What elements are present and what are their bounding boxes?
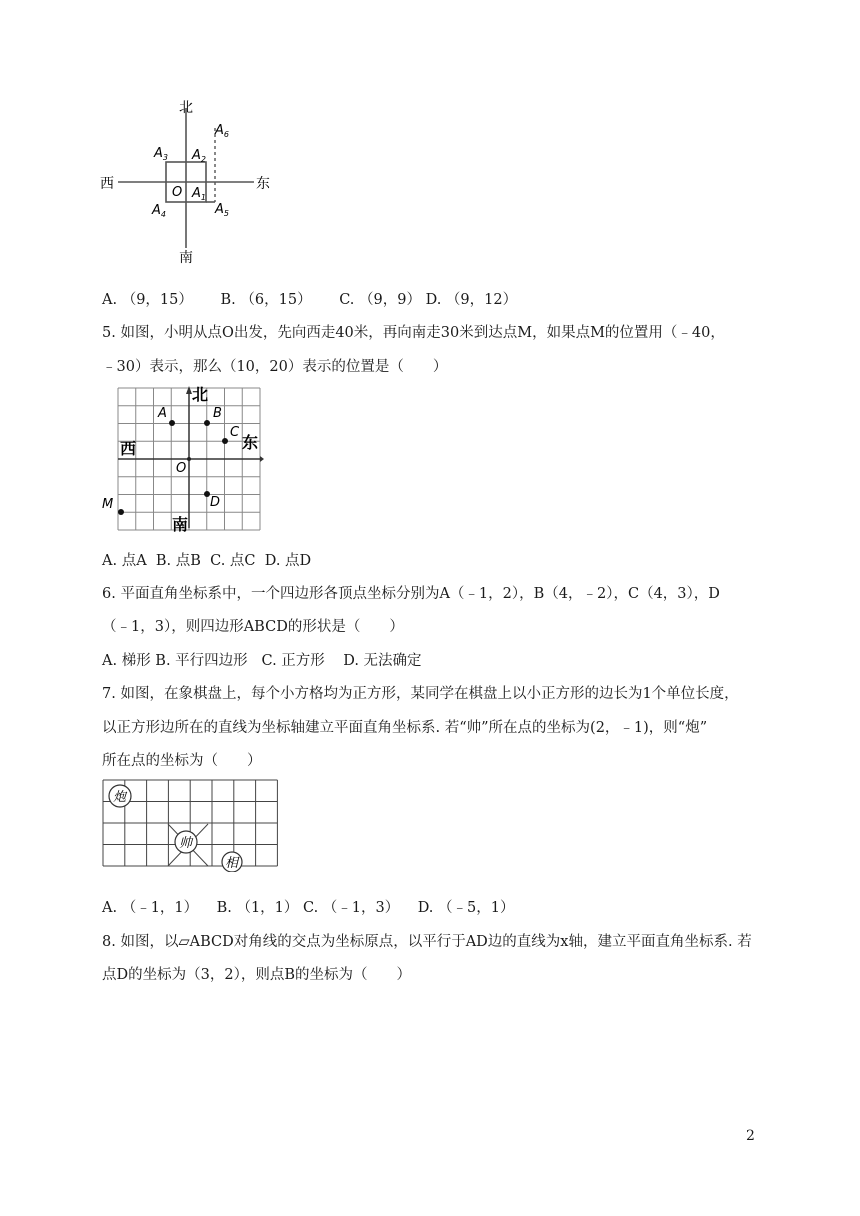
q6-text-line2: （﹣1，3），则四边形ABCD的形状是（ ）	[102, 619, 404, 635]
figure-q7-chessboard	[100, 778, 280, 872]
q7-options: A. （﹣1，1） B. （1，1） C. （﹣1，3） D. （﹣5，1）	[102, 900, 515, 916]
label-C: C	[230, 425, 240, 440]
north-label: 北	[192, 385, 209, 404]
page-number: 2	[746, 1128, 755, 1144]
point-A	[169, 420, 175, 426]
label-M: M	[102, 497, 114, 512]
q5-text-line2: ﹣30）表示，那么（10，20）表示的位置是（ ）	[102, 359, 448, 375]
xiang-label: 相	[225, 856, 239, 871]
point-A2: $A_2$	[192, 148, 206, 164]
point-B	[204, 420, 210, 426]
figure-q5-grid-map	[100, 384, 270, 534]
south-label: 南	[172, 515, 189, 534]
point-C	[222, 438, 228, 444]
q8-text-line1: 8. 如图，以▱ABCD对角线的交点为坐标原点，以平行于AD边的直线为x轴，建立平面直角坐标系. 若	[102, 934, 752, 950]
origin-label: O	[176, 461, 187, 476]
east-label: 东	[242, 433, 259, 452]
point-A4: $A_4$	[152, 203, 166, 219]
q7-text-line1: 7. 如图，在象棋盘上，每个小方格均为正方形，某同学在棋盘上以小正方形的边长为1个单位长度，	[102, 686, 739, 702]
label-D: D	[210, 495, 221, 510]
point-A3: $A_3$	[154, 146, 168, 162]
figure-q4-compass-diagram	[100, 96, 280, 266]
q5-options: A. 点A B. 点B C. 点C D. 点D	[102, 553, 312, 569]
origin-label: O	[172, 185, 183, 200]
point-A6: $A_6$	[215, 123, 229, 139]
label-B: B	[213, 406, 222, 421]
q6-text-line1: 6. 平面直角坐标系中，一个四边形各顶点坐标分别为A（﹣1，2），B（4，﹣2），C（4，3），D	[102, 586, 720, 602]
q5-text-line1: 5. 如图，小明从点O出发，先向西走40米，再向南走30米到达点M，如果点M的位置用（﹣40，	[102, 325, 725, 341]
west-label: 西	[120, 439, 137, 458]
pao-label: 炮	[113, 790, 127, 805]
label-A: A	[158, 406, 167, 421]
west-label: 西	[100, 176, 114, 192]
q7-text-line2: 以正方形边所在的直线为坐标轴建立平面直角坐标系. 若“帅”所在点的坐标为(2，﹣1)，则“炮”	[102, 720, 708, 736]
point-A1: $A_1$	[192, 186, 206, 202]
q8-text-line2: 点D的坐标为（3，2），则点B的坐标为（ ）	[102, 967, 411, 983]
point-A5: $A_5$	[215, 202, 229, 218]
east-label: 东	[256, 176, 270, 192]
q7-text-line3: 所在点的坐标为（ ）	[102, 753, 262, 769]
south-label: 南	[179, 250, 193, 266]
q4-options: A. （9，15） B. （6，15） C. （9，9） D. （9，12）	[102, 292, 518, 308]
point-M	[118, 509, 124, 515]
q6-options: A. 梯形 B. 平行四边形 C. 正方形 D. 无法确定	[102, 653, 422, 669]
shuai-label: 帅	[179, 836, 193, 851]
north-label: 北	[179, 100, 193, 116]
